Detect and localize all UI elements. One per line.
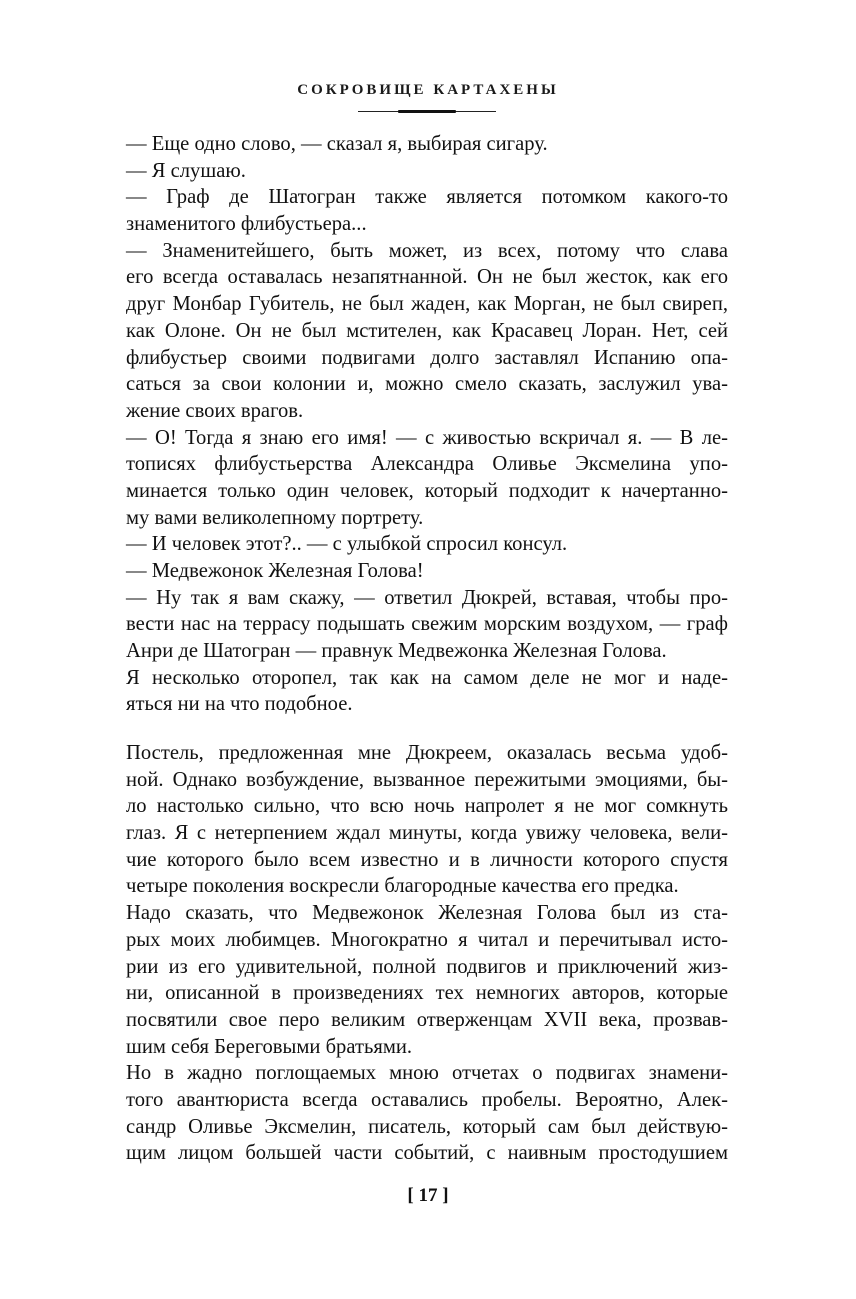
text-line: ной. Однако возбуждение, вызванное пережитыми эмоциями, бы- [126, 768, 728, 791]
running-head: СОКРОВИЩЕ КАРТАХЕНЫ [297, 82, 559, 98]
page-number: [ 17 ] [407, 1185, 449, 1206]
text-line: яться ни на что подобное. [126, 693, 353, 716]
text-line: ло настолько сильно, что всю ночь напролет я не мог сомкнуть [126, 795, 728, 818]
text-section-2 [126, 740, 728, 1167]
text-line: его всегда оставалась незапятнанной. Он не был жесток, как его [126, 266, 728, 289]
text-line: — Еще одно слово, — сказал я, выбирая сигару. [126, 133, 548, 155]
text-line: друг Монбар Губитель, не был жаден, как Морган, не был свиреп, [126, 293, 728, 316]
text-section-1 [126, 131, 728, 718]
text-line: Анри де Шатогран — правнук Медвежонка Железная Голова. [126, 640, 667, 663]
text-line: Но в жадно поглощаемых мною отчетах о подвигах знамени- [126, 1062, 728, 1085]
text-line: — Я слушаю. [126, 159, 246, 182]
text-line: саться за свои колонии и, можно смело сказать, заслужил ува- [126, 373, 728, 396]
text-line: тописях флибустьерства Александра Оливье Эксмелина упо- [126, 453, 728, 476]
text-line: — Ну так я вам скажу, — ответил Дюкрей, вставая, чтобы про- [126, 586, 728, 609]
text-line: флибустьер своими подвигами долго заставлял Испанию опа- [126, 346, 728, 369]
text-line: вести нас на террасу подышать свежим морским воздухом, — граф [126, 613, 728, 636]
text-line: Надо сказать, что Медвежонок Железная Голова был из ста- [126, 902, 728, 925]
text-line: щим лицом большей части событий, с наивным простодушием [126, 1142, 728, 1165]
text-line: сандр Оливье Эксмелин, писатель, который сам был действую- [126, 1115, 728, 1138]
text-line: шим себя Береговыми братьями. [126, 1035, 413, 1058]
text-line: четыре поколения воскресли благородные качества его предка. [126, 875, 679, 898]
text-line: как Олоне. Он не был мстителен, как Красавец Лоран. Нет, сей [126, 319, 728, 342]
text-line: знаменитого флибустьера... [126, 213, 367, 236]
text-line: чие которого было всем известно и в личности которого спустя [126, 848, 728, 871]
text-line: Постель, предложенная мне Дюкреем, оказалась весьма удоб- [126, 742, 728, 764]
rule-thick-line [398, 110, 456, 113]
text-line: глаз. Я с нетерпением ждал минуты, когда увижу человека, вели- [126, 822, 728, 845]
text-line: ни, описанной в произведениях тех немногих авторов, которые [126, 982, 728, 1005]
text-line: рых моих любимцев. Многократно я читал и перечитывал исто- [126, 928, 728, 951]
text-line: — И человек этот?.. — с улыбкой спросил консул. [126, 533, 568, 556]
text-line: — Граф де Шатогран также является потомком какого-то [126, 186, 728, 209]
text-line: Я несколько оторопел, так как на самом деле не мог и наде- [126, 666, 728, 689]
text-line: посвятили свое перо великим отверженцам XVII века, прозвав- [126, 1008, 728, 1031]
text-line: рии из его удивительной, полной подвигов и приключений жиз- [126, 955, 728, 978]
text-line: му вами великолепному портрету. [126, 506, 424, 529]
text-line: — Знаменитейшего, быть может, из всех, потому что слава [126, 239, 728, 262]
text-line: минается только один человек, который подходит к начертанно- [126, 479, 728, 502]
text-line: того авантюриста всегда оставались пробелы. Вероятно, Алек- [126, 1088, 728, 1111]
running-head-rule [358, 110, 496, 113]
text-line: жение своих врагов. [126, 399, 304, 422]
text-line: — О! Тогда я знаю его имя! — с живостью вскричал я. — В ле- [126, 426, 728, 449]
text-line: — Медвежонок Железная Голова! [126, 560, 424, 582]
